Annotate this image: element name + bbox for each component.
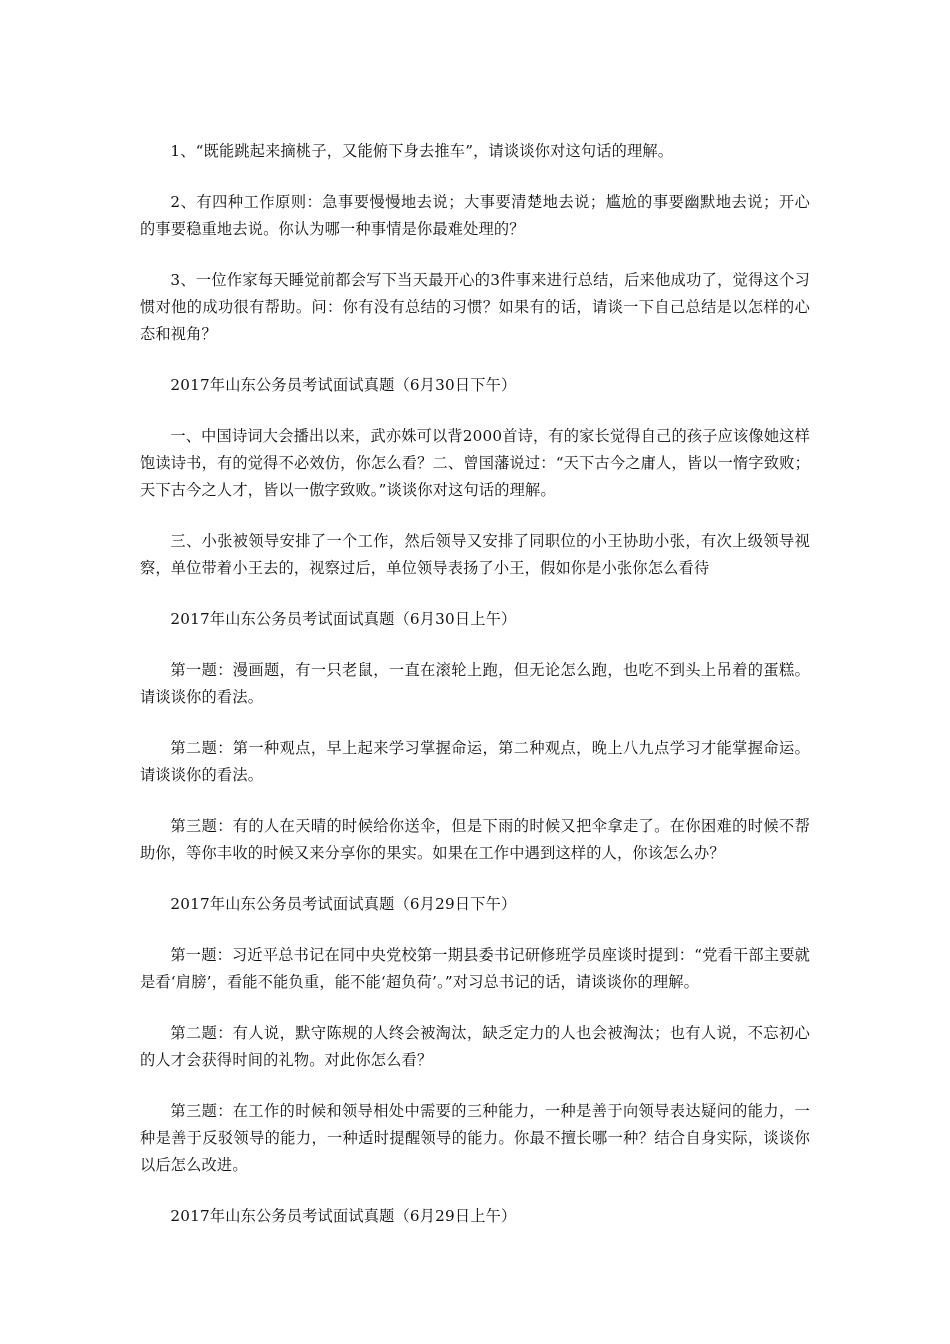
section-heading: 2017年山东公务员考试面试真题（6月30日下午）: [170, 376, 517, 394]
question-paragraph: 第三题：在工作的时候和领导相处中需要的三种能力，一种是善于向领导表达疑问的能力，一种是善于反驳领导的能力，一种适时提醒领导的能力。你最不擅长哪一种？结合自身实际，谈谈你以后怎么改进。: [140, 1102, 810, 1174]
question-paragraph: 一、中国诗词大会播出以来，武亦姝可以背2000首诗，有的家长觉得自己的孩子应该像她这样饱读诗书，有的觉得不必效仿，你怎么看？二、曾国藩说过：“天下古今之庸人，皆以一惰字致败；天下古今之人才，皆以一傲字致败。”谈谈你对这句话的理解。: [140, 427, 810, 499]
question-paragraph: 第一题：习近平总书记在同中央党校第一期县委书记研修班学员座谈时提到：“党看干部主要就是看‘肩膀’，看能不能负重，能不能‘超负荷’。”对习总书记的话，请谈谈你的理解。: [140, 946, 810, 991]
question-paragraph: 三、小张被领导安排了一个工作，然后领导又安排了同职位的小王协助小张，有次上级领导视察，单位带着小王去的，视察过后，单位领导表扬了小王，假如你是小张你怎么看待: [140, 532, 810, 577]
document-body: [140, 138, 810, 1254]
question-paragraph: 第二题：有人说，默守陈规的人终会被淘汰，缺乏定力的人也会被淘汰；也有人说，不忘初心的人才会获得时间的礼物。对此你怎么看？: [140, 1024, 810, 1069]
question-paragraph: 2、有四种工作原则：急事要慢慢地去说；大事要清楚地去说；尴尬的事要幽默地去说；开心的事要稳重地去说。你认为哪一种事情是你最难处理的？: [140, 193, 810, 238]
section-heading: 2017年山东公务员考试面试真题（6月29日下午）: [170, 895, 517, 913]
question-paragraph: 第二题：第一种观点，早上起来学习掌握命运，第二种观点，晚上八九点学习才能掌握命运。请谈谈你的看法。: [140, 739, 810, 784]
question-paragraph: 第三题：有的人在天晴的时候给你送伞，但是下雨的时候又把伞拿走了。在你困难的时候不帮助你，等你丰收的时候又来分享你的果实。如果在工作中遇到这样的人，你该怎么办？: [140, 817, 810, 862]
question-paragraph: 第一题：漫画题，有一只老鼠，一直在滚轮上跑，但无论怎么跑，也吃不到头上吊着的蛋糕。请谈谈你的看法。: [140, 661, 810, 706]
section-heading: 2017年山东公务员考试面试真题（6月30日上午）: [170, 610, 517, 628]
question-paragraph: 1、“既能跳起来摘桃子，又能俯下身去推车”，请谈谈你对这句话的理解。: [170, 142, 674, 160]
question-paragraph: 3、一位作家每天睡觉前都会写下当天最开心的3件事来进行总结，后来他成功了，觉得这个习惯对他的成功很有帮助。问：你有没有总结的习惯？如果有的话，请谈一下自己总结是以怎样的心态和视角？: [140, 271, 810, 343]
section-heading: 2017年山东公务员考试面试真题（6月29日上午）: [170, 1207, 517, 1225]
